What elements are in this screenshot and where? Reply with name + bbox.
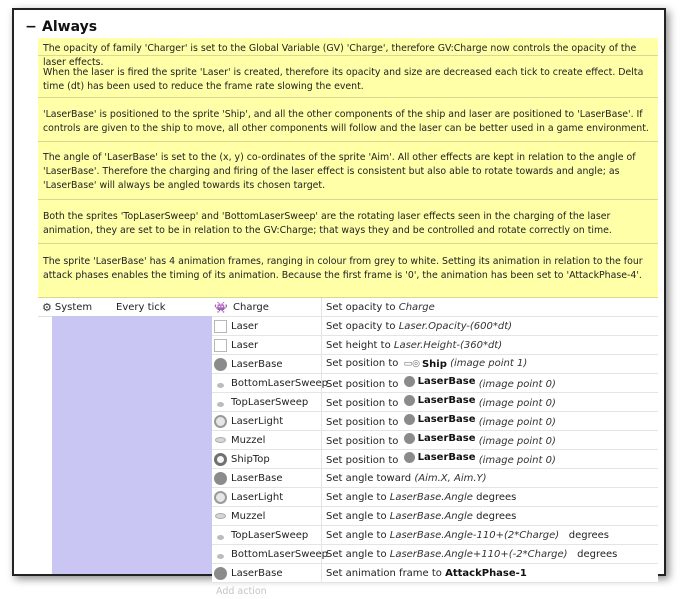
action-row[interactable] <box>212 412 658 431</box>
action-prefix: Set position to <box>326 398 402 409</box>
action-object[interactable] <box>212 431 322 449</box>
sprite-icon <box>214 339 227 352</box>
action-object-label: Muzzel <box>231 510 266 522</box>
action-object-label: Laser <box>231 339 259 351</box>
action-prefix: Set angle to <box>326 548 390 560</box>
action-suffix: degrees <box>559 529 610 541</box>
sprite-icon <box>215 437 226 443</box>
comment[interactable]: The angle of 'LaserBase' is set to the (x, y) co-ordinates of the sprite 'Aim'. All other effects are kept in relation to the angle of 'LaserBase'. Therefore the charging and firing of the laser effect is consistent but also able to rotate towards and angle; as 'LaserBase' will always be angled towards its chosen target. <box>38 142 658 200</box>
action-text[interactable] <box>322 321 658 332</box>
action-suffix: degrees <box>472 491 517 503</box>
action-text[interactable] <box>322 549 658 560</box>
action-prefix: Set position to <box>326 455 402 466</box>
action-target-label: LaserBase <box>417 395 476 406</box>
action-text[interactable] <box>322 511 658 522</box>
action-text[interactable] <box>322 568 658 579</box>
action-object[interactable] <box>212 545 329 563</box>
gear-icon: ⚙ <box>42 300 52 314</box>
action-row[interactable] <box>212 298 658 317</box>
comment[interactable]: 'LaserBase' is positioned to the sprite 'Ship', and all the other components of the ship and laser are positioned to 'LaserBase'. If controls are given to the ship to move, all other components will follow and the laser can be better used in a game environment. <box>38 98 658 142</box>
action-object[interactable] <box>212 526 322 544</box>
action-text[interactable] <box>322 492 658 503</box>
action-image-point: (image point 0) <box>478 398 556 409</box>
action-expression: Charge <box>398 301 435 313</box>
action-object-label: LaserBase <box>231 567 283 579</box>
action-prefix: Set position to <box>326 358 402 370</box>
action-text[interactable] <box>322 340 658 351</box>
action-target <box>402 433 476 444</box>
action-expression: LaserBase.Angle-110+(2*Charge) <box>389 529 560 541</box>
sprite-icon <box>214 567 227 580</box>
action-prefix: Set angle to <box>326 491 390 503</box>
action-expression: Laser.Height-(360*dt) <box>393 339 503 351</box>
action-prefix: Set opacity to <box>326 320 399 332</box>
group-title: Always <box>42 19 98 35</box>
action-row[interactable] <box>212 545 658 564</box>
action-object-label: LaserBase <box>231 358 283 370</box>
action-object-label: Muzzel <box>231 434 266 446</box>
sprite-icon <box>214 491 227 504</box>
action-expression: LaserBase.Angle+110+(-2*Charge) <box>389 548 568 560</box>
sprite-icon <box>217 554 224 559</box>
action-expression: LaserBase.Angle <box>389 510 473 522</box>
sprite-icon <box>217 383 224 388</box>
action-object-label: TopLaserSweep <box>231 396 309 408</box>
action-target-label: LaserBase <box>417 414 476 425</box>
condition-text: Every tick <box>116 301 166 313</box>
action-object[interactable] <box>212 488 322 506</box>
action-expression: LaserBase.Angle <box>389 491 473 503</box>
action-object[interactable] <box>212 564 322 582</box>
action-prefix: Set position to <box>326 417 402 428</box>
action-suffix: degrees <box>472 510 517 522</box>
action-object-label: LaserBase <box>231 472 283 484</box>
action-object-label: TopLaserSweep <box>231 529 309 541</box>
action-prefix: Set angle to <box>326 510 390 522</box>
action-prefix: Set angle to <box>326 529 390 541</box>
action-text[interactable] <box>322 358 658 370</box>
comment[interactable]: The sprite 'LaserBase' has 4 animation frames, ranging in colour from grey to white. Setting its animation in relation to the four attack phases enables the timing of its animation. Because the first frame is '0', the animation has been set to 'AttackPhase-4'. <box>38 244 658 298</box>
action-target <box>402 359 447 370</box>
action-value: AttackPhase-1 <box>445 567 527 579</box>
sprite-icon <box>404 395 415 406</box>
action-expression: (Aim.X, Aim.Y) <box>414 472 487 484</box>
action-prefix: Set opacity to <box>326 301 399 313</box>
action-target-label: LaserBase <box>417 433 476 444</box>
sprite-icon <box>217 402 224 407</box>
action-image-point: (image point 1) <box>450 358 528 370</box>
action-object[interactable] <box>212 336 322 354</box>
event-sheet <box>12 8 666 597</box>
action-prefix: Set position to <box>326 436 402 447</box>
sprite-icon <box>404 376 415 387</box>
action-object[interactable] <box>212 469 322 487</box>
action-target <box>402 452 476 463</box>
action-row[interactable] <box>212 355 658 374</box>
sprite-icon <box>215 513 226 519</box>
action-row[interactable] <box>212 317 658 336</box>
action-text[interactable] <box>322 433 658 447</box>
action-image-point: (image point 0) <box>478 417 556 428</box>
add-action-link[interactable]: Add action <box>216 585 267 597</box>
action-object-label: LaserLight <box>231 415 284 427</box>
action-row[interactable] <box>212 393 658 412</box>
action-row[interactable] <box>212 431 658 450</box>
action-object[interactable] <box>212 412 322 430</box>
action-text[interactable] <box>322 414 658 428</box>
action-object[interactable] <box>212 317 322 335</box>
space-invader-icon: 👾 <box>214 300 228 314</box>
comment[interactable]: The opacity of family 'Charger' is set to the Global Variable (GV) 'Charge', therefore GV:Charge now controls the opacity of the laser effects. <box>38 38 658 56</box>
action-target-label: LaserBase <box>417 376 476 387</box>
action-text[interactable] <box>322 376 658 390</box>
sprite-icon <box>404 433 415 444</box>
action-expression: Laser.Opacity-(600*dt) <box>398 320 513 332</box>
comment[interactable]: Both the sprites 'TopLaserSweep' and 'BottomLaserSweep' are the rotating laser effects seen in the charging of the laser animation, they are set to be in relation to the GV:Charge; that ways they and be controlled and rotate correctly on time. <box>38 200 658 244</box>
action-target <box>402 395 476 406</box>
action-prefix: Set animation frame to <box>326 567 446 579</box>
sprite-icon <box>214 358 227 371</box>
sprite-icon <box>217 535 224 540</box>
action-row[interactable] <box>212 336 658 355</box>
action-row[interactable] <box>212 526 658 545</box>
action-row[interactable] <box>212 469 658 488</box>
collapse-icon[interactable]: − <box>25 19 37 35</box>
sprite-icon <box>214 472 227 485</box>
action-prefix: Set angle toward <box>326 472 415 484</box>
comment[interactable]: When the laser is fired the sprite 'Laser' is created, therefore its opacity and size are decreased each tick to create effect. Delta time (dt) has been used to reduce the frame rate slowing the event. <box>38 56 658 98</box>
condition-object-label: System <box>54 301 93 313</box>
action-object[interactable] <box>212 450 322 468</box>
action-object-label: BottomLaserSweep <box>231 377 329 389</box>
action-image-point: (image point 0) <box>478 455 556 466</box>
condition-object[interactable] <box>38 301 116 314</box>
action-text[interactable] <box>322 452 658 466</box>
action-row[interactable] <box>212 450 658 469</box>
action-object-label: Charge <box>233 301 269 313</box>
sprite-icon <box>404 414 415 425</box>
action-object[interactable] <box>212 374 329 392</box>
action-row[interactable] <box>212 374 658 393</box>
ship-icon: ▭◎ <box>403 359 420 370</box>
action-text[interactable] <box>322 302 658 313</box>
action-prefix: Set height to <box>326 339 394 351</box>
action-prefix: Set position to <box>326 379 402 390</box>
condition-row[interactable] <box>38 298 212 317</box>
action-text[interactable] <box>322 473 658 484</box>
event-block <box>38 298 658 597</box>
sprite-icon <box>404 452 415 463</box>
action-row[interactable] <box>212 488 658 507</box>
sprite-icon <box>214 415 227 428</box>
action-target <box>402 414 476 425</box>
action-list <box>212 298 658 599</box>
action-object[interactable] <box>212 393 322 411</box>
action-suffix: degrees <box>567 548 618 560</box>
action-text[interactable] <box>322 530 658 541</box>
action-object[interactable] <box>212 507 322 525</box>
sprite-icon <box>214 453 227 466</box>
action-image-point: (image point 0) <box>478 436 556 447</box>
action-target-label: LaserBase <box>417 452 476 463</box>
action-row[interactable] <box>212 564 658 583</box>
action-row[interactable] <box>212 507 658 526</box>
action-object[interactable] <box>212 355 322 373</box>
action-object-label: ShipTop <box>231 453 270 465</box>
action-target <box>402 376 476 387</box>
condition-area[interactable] <box>52 316 212 574</box>
action-object-label: Laser <box>231 320 259 332</box>
action-text[interactable] <box>322 395 658 409</box>
action-object-label: LaserLight <box>231 491 284 503</box>
action-image-point: (image point 0) <box>478 379 556 390</box>
action-object-label: BottomLaserSweep <box>231 548 329 560</box>
event-group-header[interactable] <box>24 16 97 38</box>
comment-list <box>38 38 658 298</box>
action-target-label: Ship <box>421 358 447 370</box>
sprite-icon <box>214 320 227 333</box>
condition-column <box>38 298 212 574</box>
action-object[interactable] <box>212 298 322 316</box>
